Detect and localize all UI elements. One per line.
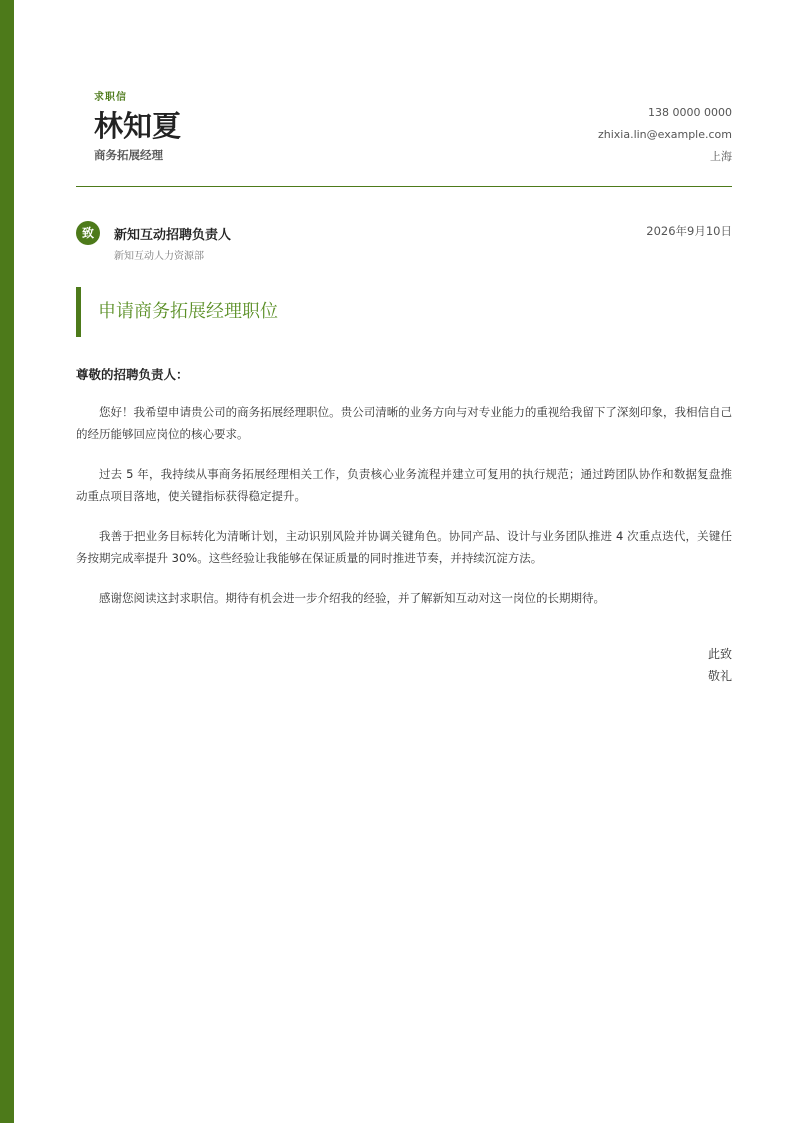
body-paragraph: 我善于把业务目标转化为清晰计划，主动识别风险并协调关键角色。协同产品、设计与业务团队推进 4 次重点迭代，关键任务按期完成率提升 30%。这些经验让我能够在保证质量的同时推进节奏，并持续沉淀方法。 xyxy=(76,529,732,565)
body-paragraph: 过去 5 年，我持续从事商务拓展经理相关工作，负责核心业务流程并建立可复用的执行规范；通过跨团队协作和数据复盘推动重点项目落地，使关键指标获得稳定提升。 xyxy=(76,467,732,503)
recipient-name: 新知互动招聘负责人 xyxy=(114,228,232,243)
side-accent-bar xyxy=(0,0,14,1123)
applicant-title: 商务拓展经理 xyxy=(94,148,163,162)
recipient-block xyxy=(76,221,732,281)
body-paragraph: 您好！我希望申请贵公司的商务拓展经理职位。贵公司清晰的业务方向与对专业能力的重视给我留下了深刻印象，我相信自己的经历能够回应岗位的核心要求。 xyxy=(76,405,732,441)
letter-header xyxy=(76,0,732,187)
contact-phone: 138 0000 0000 xyxy=(648,106,732,119)
closing-line-1: 此致 xyxy=(707,647,732,661)
applicant-name: 林知夏 xyxy=(94,109,182,143)
salutation: 尊敬的招聘负责人： xyxy=(76,367,189,382)
body-paragraph: 感谢您阅读这封求职信。期待有机会进一步介绍我的经验，并了解新知互动对这一岗位的长期期待。 xyxy=(99,591,605,605)
closing-block xyxy=(76,643,732,687)
closing-line-2: 敬礼 xyxy=(707,669,732,683)
contact-email: zhixia.lin@example.com xyxy=(597,128,732,141)
recipient-department: 新知互动人力资源部 xyxy=(114,251,204,262)
subject-line: 申请商务拓展经理职位 xyxy=(76,287,732,337)
letter-date: 2026年9月10日 xyxy=(646,224,732,238)
contact-info xyxy=(598,102,732,168)
recipient-badge-icon: 致 xyxy=(76,221,100,245)
document-type-label: 求职信 xyxy=(94,92,127,103)
contact-city: 上海 xyxy=(710,150,732,163)
cover-letter-page xyxy=(76,0,732,687)
